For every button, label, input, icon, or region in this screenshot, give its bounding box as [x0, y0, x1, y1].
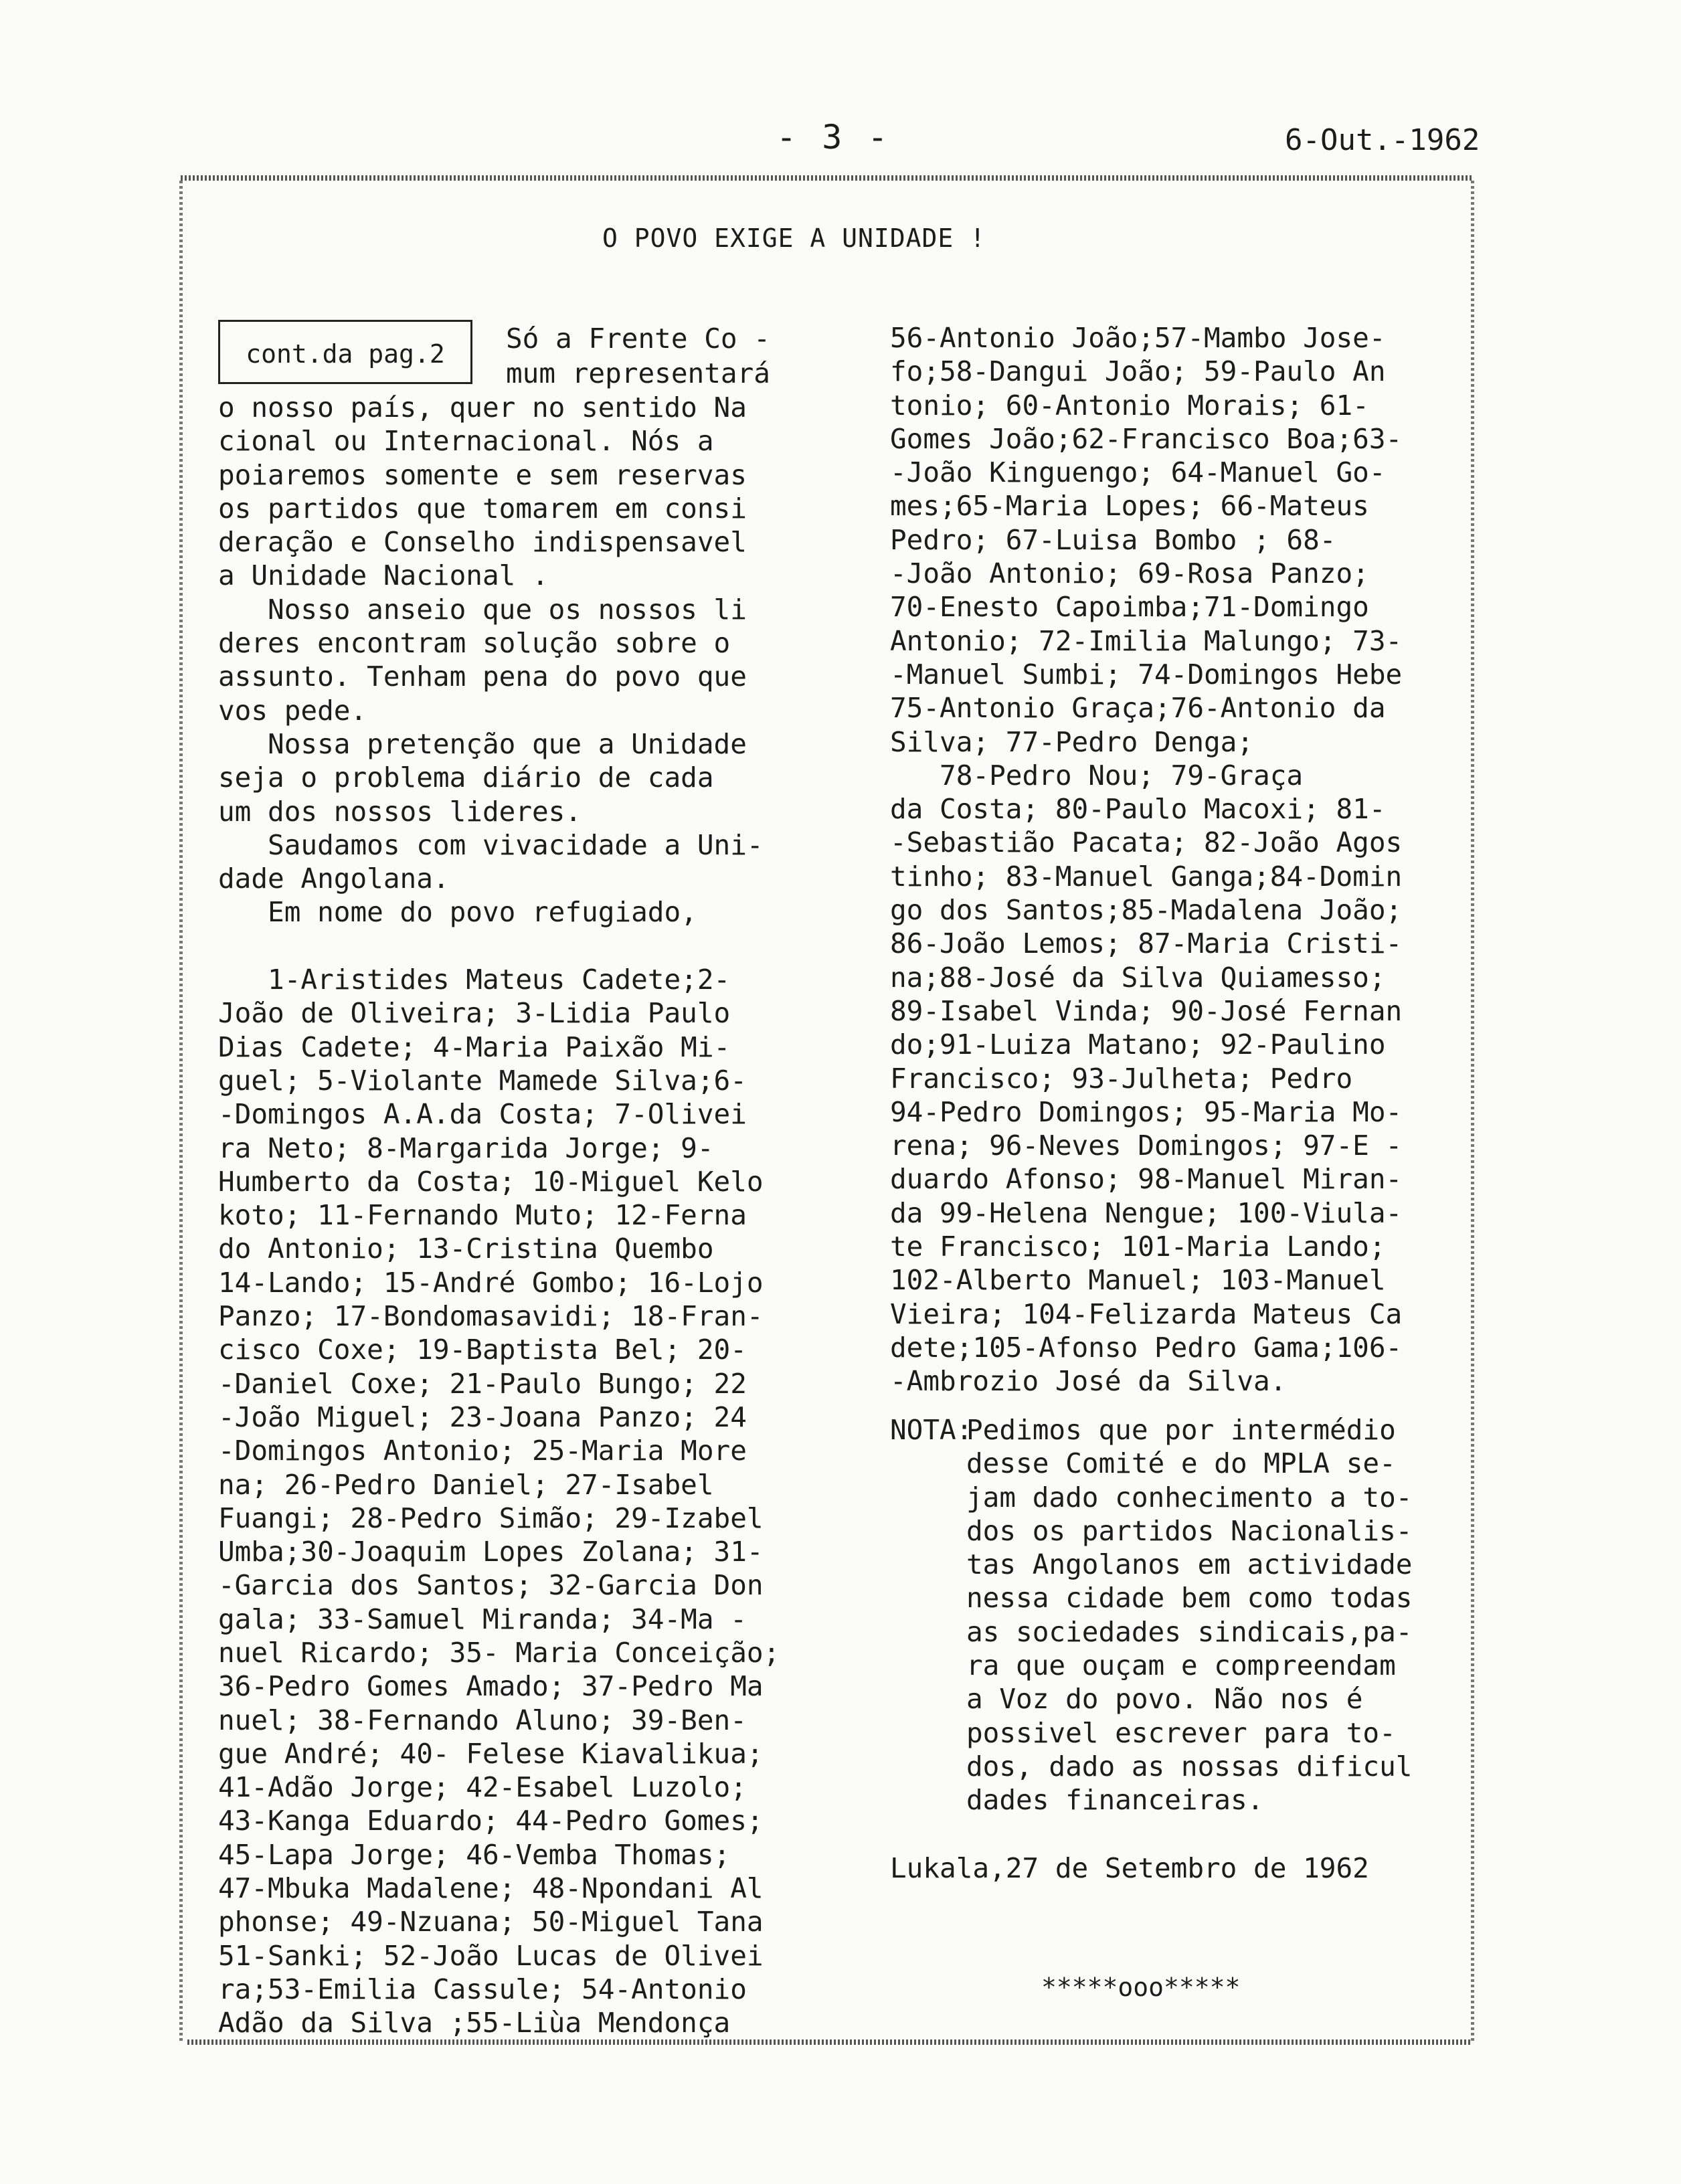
article-title: O POVO EXIGE A UNIDADE ! [602, 223, 986, 253]
bottom-border [187, 2039, 1472, 2045]
issue-date: 6-Out.-1962 [1285, 123, 1480, 157]
note-label: NOTA: [890, 1414, 973, 1446]
left-border [179, 181, 183, 2041]
place-and-date: Lukala,27 de Setembro de 1962 [890, 1852, 1369, 1884]
page-number: - 3 - [776, 118, 891, 157]
intro-first-lines: Só a Frente Co - mum representará [506, 323, 770, 389]
continuation-box: cont.da pag.2 [218, 320, 472, 384]
left-column-text: o nosso país, quer no sentido Na cional ou Internacional. Nós a poiaremos somente e sem reservas os partidos que tomarem em consi deração e Conselho indispensavel a Unidade Nacional . Nosso anseio que os nossos li deres encontram solução sobre o assunto. Tenham pena do povo que vos pede. Nossa pretenção que a Unidade seja o problema diário de cada um dos nossos lideres. Saudamos com vivacidade a Uni- dade Angolana. Em nome do povo refugiado, 1-Aristides Mateus Cadete;2- João de Oliveira; 3-Lidia Paulo Dias Cadete; 4-Maria Paixão Mi- guel; 5-Violante Mamede Silva;6- -Domingos A.A.da Costa; 7-Olivei ra Neto; 8-Margarida Jorge; 9- Humberto da Costa; 10-Miguel Kelo koto; 11-Fernando Muto; 12-Ferna do Antonio; 13-Cristina Quembo 14-Lando; 15-André Gombo; 16-Lojo Panzo; 17-Bondomasavidi; 18-Fran- cisco Coxe; 19-Baptista Bel; 20- -Daniel Coxe; 21-Paulo Bungo; 22 -João Miguel; 23-Joana Panzo; 24 -Domingos Antonio; 25-Maria More na; 26-Pedro Daniel; 27-Isabel Fuangi; 28-Pedro Simão; 29-Izabel Umba;30-Joaquim Lopes Zolana; 31- -Garcia dos Santos; 32-Garcia Don gala; 33-Samuel Miranda; 34-Ma - nuel Ricardo; 35- Maria Conceição; 36-Pedro Gomes Amado; 37-Pedro Ma nuel; 38-Fernando Aluno; 39-Ben- gue André; 40- Felese Kiavalikua; 41-Adão Jorge; 42-Esabel Luzolo; 43-Kanga Eduardo; 44-Pedro Gomes; 45-Lapa Jorge; 46-Vemba Thomas; 47-Mbuka Madalene; 48-Npondani Al phonse; 49-Nzuana; 50-Miguel Tana 51-Sanki; 52-João Lucas de Olivei ra;53-Emilia Cassule; 54-Antonio Adão da Silva ;55-Liùa Mendonça [218, 391, 780, 2039]
right-column-text: 56-Antonio João;57-Mambo Jose- fo;58-Dangui João; 59-Paulo An tonio; 60-Antonio Morais; 61- Gomes João;62-Francisco Boa;63- -João Kinguengo; 64-Manuel Go- mes;65-Maria Lopes; 66-Mateus Pedro; 67-Luisa Bombo ; 68- -João Antonio; 69-Rosa Panzo; 70-Enesto Capoimba;71-Domingo Antonio; 72-Imilia Malungo; 73- -Manuel Sumbi; 74-Domingos Hebe 75-Antonio Graça;76-Antonio da Silva; 77-Pedro Denga; 78-Pedro Nou; 79-Graça da Costa; 80-Paulo Macoxi; 81- -Sebastião Pacata; 82-João Agos tinho; 83-Manuel Ganga;84-Domin go dos Santos;85-Madalena João; 86-João Lemos; 87-Maria Cristi- na;88-José da Silva Quiamesso; 89-Isabel Vinda; 90-José Fernan do;91-Luiza Matano; 92-Paulino Francisco; 93-Julheta; Pedro 94-Pedro Domingos; 95-Maria Mo- rena; 96-Neves Domingos; 97-E - duardo Afonso; 98-Manuel Miran- da 99-Helena Nengue; 100-Viula- te Francisco; 101-Maria Lando; 102-Alberto Manuel; 103-Manuel Vieira; 104-Felizarda Mateus Ca dete;105-Afonso Pedro Gama;106- -Ambrozio José da Silva. [890, 322, 1403, 1398]
closing-mark: *****ooo***** [1041, 1973, 1241, 2002]
top-border [181, 175, 1472, 181]
note-text: Pedimos que por intermédio desse Comité e do MPLA se- jam dado conhecimento a to- dos os partidos Nacionalis- tas Angolanos em actividade nessa cidade bem como todas as sociedades sindicais,pa- ra que ouçam e compreendam a Voz do povo. Não nos é possivel escrever para to- dos, dado as nossas dificul dades financeiras. [966, 1414, 1413, 1817]
